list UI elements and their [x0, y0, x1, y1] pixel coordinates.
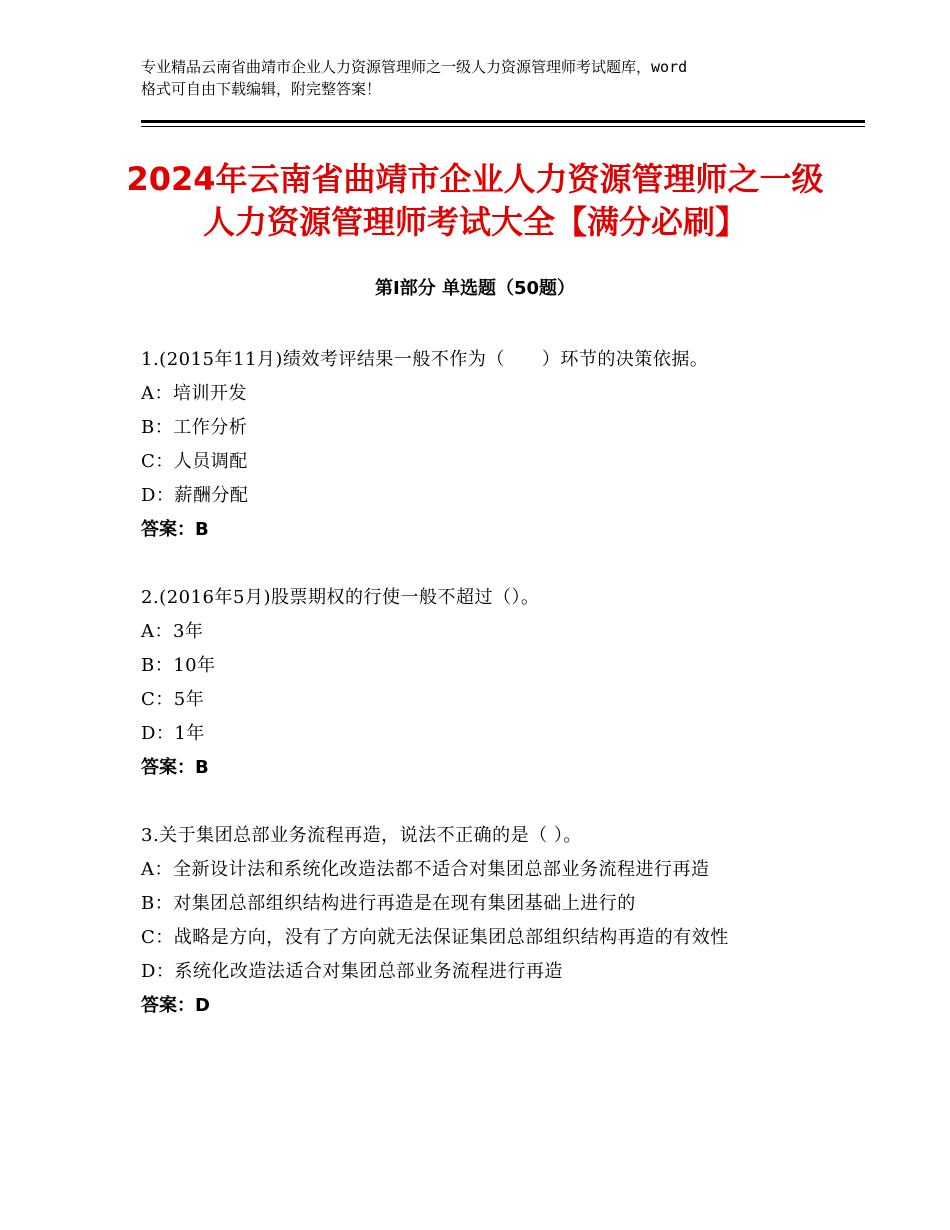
answer: 答案：B: [141, 519, 209, 540]
option-b: B：对集团总部组织结构进行再造是在现有集团基础上进行的: [141, 893, 636, 914]
question-list: [141, 343, 811, 1023]
answer: 答案：D: [141, 995, 210, 1016]
section-title: 第Ⅰ部分 单选题（50题）: [374, 278, 575, 299]
option-d: D：系统化改造法适合对集团总部业务流程进行再造: [141, 961, 563, 982]
header-divider-thick: [141, 120, 865, 123]
question-2: [141, 581, 811, 785]
question-text: 1.(2015年11月)绩效考评结果一般不作为（ ）环节的决策依据。: [141, 349, 709, 370]
document-title: 2024年云南省曲靖市企业人力资源管理师之一级人力资源管理师考试大全【满分必刷】: [126, 160, 824, 241]
question-text: 2.(2016年5月)股票期权的行使一般不超过（）。: [141, 587, 540, 608]
option-d: D：1年: [141, 723, 205, 744]
option-a: A：3年: [141, 621, 204, 642]
option-c: C：人员调配: [141, 451, 248, 472]
header-divider-thin: [141, 126, 865, 127]
question-text: 3.关于集团总部业务流程再造，说法不正确的是（ ）。: [141, 825, 582, 846]
option-a: A：培训开发: [141, 383, 247, 404]
option-b: B：10年: [141, 655, 216, 676]
option-c: C：战略是方向，没有了方向就无法保证集团总部组织结构再造的有效性: [141, 927, 729, 948]
question-3: [141, 819, 811, 1023]
option-c: C：5年: [141, 689, 205, 710]
option-b: B：工作分析: [141, 417, 248, 438]
option-a: A：全新设计法和系统化改造法都不适合对集团总部业务流程进行再造: [141, 859, 710, 880]
answer: 答案：B: [141, 757, 209, 778]
header-note: 专业精品云南省曲靖市企业人力资源管理师之一级人力资源管理师考试题库，word 格式可自由下载编辑，附完整答案！: [141, 58, 688, 98]
option-d: D：薪酬分配: [141, 485, 249, 506]
question-1: [141, 343, 811, 547]
